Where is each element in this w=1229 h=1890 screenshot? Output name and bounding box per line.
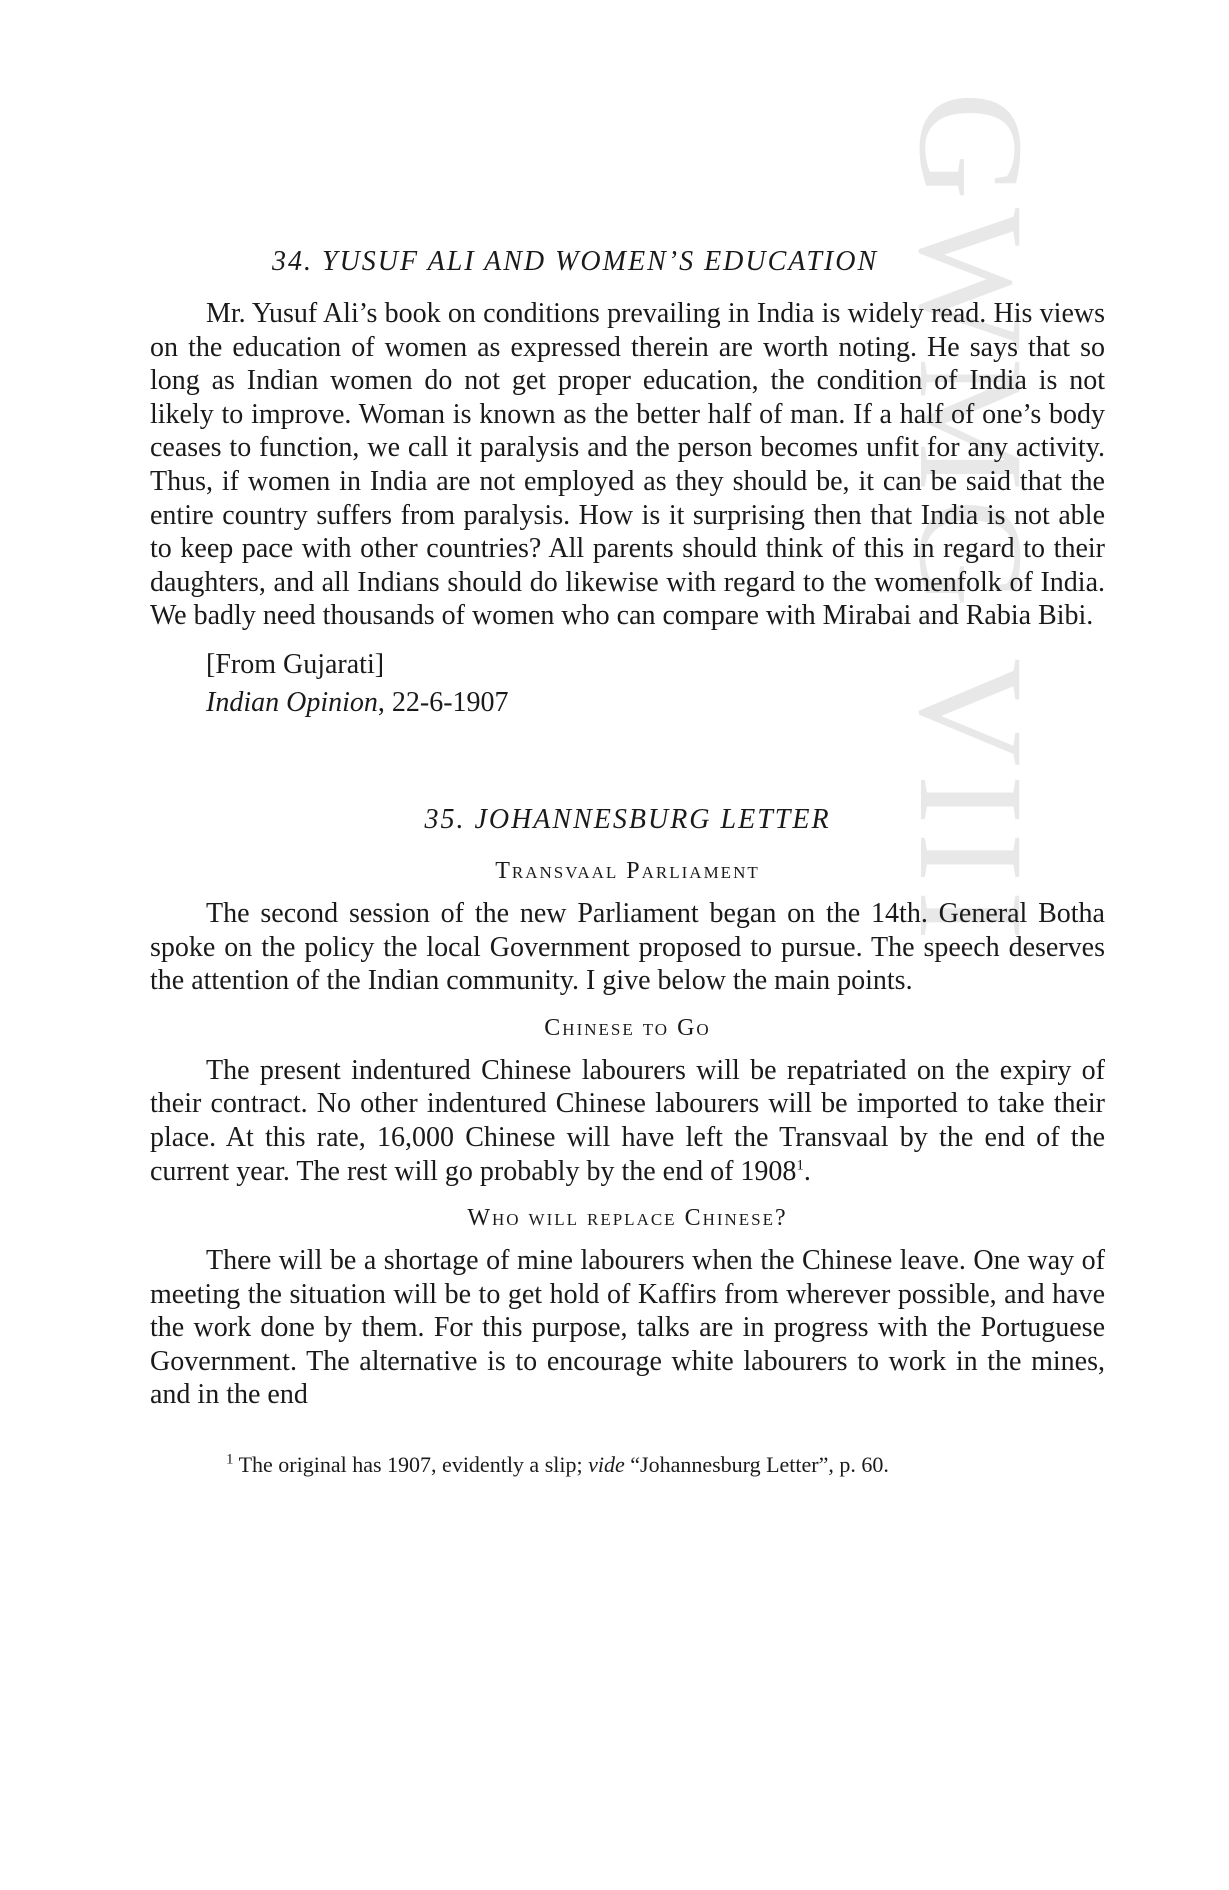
watermark: GWMG VIII [888, 91, 1054, 949]
footnote-text-end: “Johannesburg Letter”, p. 60. [624, 1452, 889, 1478]
footnote-marker: 1 [226, 1451, 234, 1468]
paragraph-text: The present indentured Chinese labourers will be repatriated on the expiry of their contract. No other indentured Chinese labourers will be imported to take their place. At this rate, 16,000 Chinese will have left the Transvaal by the end of the current year. The rest will go probably by the end of 1908 [150, 1054, 1105, 1187]
paragraph-text-end: . [803, 1155, 811, 1187]
article-34-source-language: [From Gujarati] [206, 648, 385, 680]
article-34-source-citation [206, 685, 1105, 721]
footnote [150, 1450, 1105, 1480]
section-heading-transvaal-parliament: Transvaal Parliament [495, 857, 760, 884]
source-date: , 22-6-1907 [377, 686, 509, 718]
page [150, 245, 1105, 1480]
article-34-title: 34. YUSUF ALI AND WOMEN’S EDUCATION [272, 246, 879, 277]
article-35-title: 35. JOHANNESBURG LETTER [424, 803, 831, 835]
section-heading-who-will-replace: Who will replace Chinese? [467, 1205, 788, 1232]
source-publication: Indian Opinion [206, 686, 378, 718]
section-paragraph-who-will-replace: There will be a shortage of mine labourers when the Chinese leave. One way of meeting the situation will be to get hold of Kaffirs from wherever possible, and have the work done by them. For this purpose, talks are in progress with the Portuguese Government. The alternative is to encourage white labourers to work in the mines, and in the end [150, 1245, 1105, 1411]
section-paragraph-transvaal-parliament: The second session of the new Parliament began on the 14th. General Botha spoke on the policy the local Government proposed to pursue. The speech deserves the attention of the Indian community. I give below the main points. [150, 897, 1105, 997]
section-paragraph-chinese-to-go [150, 1054, 1105, 1188]
footnote-text: The original has 1907, evidently a slip; [233, 1452, 589, 1478]
footnote-vide: vide [588, 1452, 625, 1478]
section-heading-chinese-to-go: Chinese to Go [544, 1014, 711, 1041]
page-content [150, 245, 1105, 1480]
footnote-reference: 1 [796, 1157, 804, 1174]
article-spacer [150, 721, 1105, 803]
article-34-paragraph: Mr. Yusuf Ali’s book on conditions prevailing in India is widely read. His views on the education of women as expressed therein are worth noting. He says that so long as Indian women do not get proper education, the condition of India is not likely to improve. Woman is known as the better half of man. If a half of one’s body ceases to function, we call it paralysis and the person becomes unfit for any activity. Thus, if women in India are not employed as they should be, it can be said that the entire country suffers from paralysis. How is it surprising then that India is not able to keep pace with other countries? All parents should think of this in regard to their daughters, and all Indians should do likewise with regard to the womenfolk of India. We badly need thousands of women who can compare with Mirabai and Rabia Bibi. [150, 298, 1105, 632]
